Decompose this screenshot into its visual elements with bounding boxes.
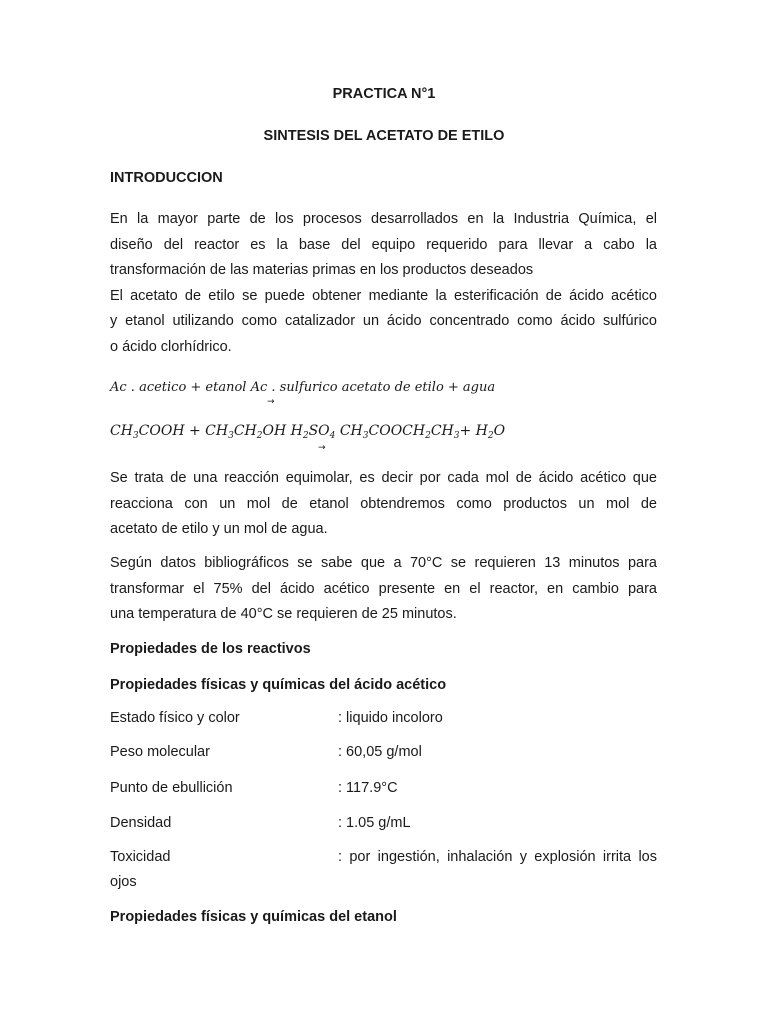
bibliographic-paragraph <box>110 551 657 628</box>
equation-catalyst: Ac . sulfurico <box>250 380 338 395</box>
paragraph-line: Se trata de una reacción equimolar, es decir por cada mol de ácido acético que <box>110 470 657 486</box>
paragraph-line: una temperatura de 40°C se requieren de 25 minutos. <box>110 606 457 622</box>
formula-subscript: 2 <box>425 431 431 441</box>
property-label: Densidad <box>110 815 172 831</box>
formula-subscript: 3 <box>362 431 369 441</box>
formula-part: OH <box>262 423 287 439</box>
reaction-arrow-icon: → <box>267 397 275 407</box>
formula-subscript: 2 <box>256 431 263 441</box>
formula-part: COOCH <box>368 423 426 439</box>
formula-part: CH <box>233 423 257 439</box>
formula-equation <box>110 423 505 441</box>
formula-subscript: 3 <box>132 431 139 441</box>
property-value: : 117.9°C <box>338 780 398 796</box>
property-value: : 60,05 g/mol <box>338 744 422 760</box>
intro-line: diseño del reactor es la base del equipo requerido para llevar a cabo la <box>110 236 657 253</box>
reaction-arrow-icon: → <box>318 443 326 453</box>
intro-line: y etanol utilizando como catalizador un ácido concentrado como ácido sulfúrico <box>110 313 657 329</box>
formula-part: CH <box>430 423 454 439</box>
property-value: : 1.05 g/mL <box>338 815 411 831</box>
intro-line: En la mayor parte de los procesos desarrollados en la Industria Química, el <box>110 211 657 227</box>
reagents-heading: Propiedades de los reactivos <box>110 641 311 657</box>
property-label: Peso molecular <box>110 744 210 760</box>
equation-reactants: Ac . acetico + etanol <box>110 380 247 395</box>
formula-subscript: 4 <box>329 431 336 441</box>
formula-part: O <box>493 423 506 439</box>
intro-heading: INTRODUCCION <box>110 170 223 186</box>
ethanol-heading: Propiedades físicas y químicas del etanol <box>110 909 397 925</box>
document-title: PRACTICA N°1 <box>332 86 436 102</box>
equation-products: acetato de etilo + agua <box>341 380 496 395</box>
formula-part: + H <box>459 423 488 439</box>
paragraph-line: acetato de etilo y un mol de agua. <box>110 521 328 537</box>
word-equation <box>110 380 495 395</box>
property-label: Estado físico y color <box>110 710 240 726</box>
property-value-continuation: ojos <box>110 874 137 890</box>
formula-part: H <box>290 423 303 439</box>
paragraph-line: reacciona con un mol de etanol obtendremos como productos un mol de <box>110 495 657 512</box>
property-value: : por ingestión, inhalación y explosión irrita los <box>338 849 657 865</box>
intro-line: El acetato de etilo se puede obtener mediante la esterificación de ácido acético <box>110 287 657 304</box>
formula-part: CH <box>339 423 363 439</box>
formula-subscript: 2 <box>487 431 494 441</box>
intro-line: transformación de las materias primas en los productos deseados <box>110 262 534 278</box>
formula-subscript: 3 <box>453 431 460 441</box>
formula-part: COOH + CH <box>138 423 229 439</box>
property-label: Toxicidad <box>110 849 171 865</box>
intro-line: o ácido clorhídrico. <box>110 338 232 355</box>
property-label: Punto de ebullición <box>110 780 233 796</box>
formula-part: CH <box>110 423 133 439</box>
property-value: : liquido incoloro <box>338 710 443 726</box>
formula-part: SO <box>308 423 330 439</box>
paragraph-line: transformar el 75% del ácido acético presente en el reactor, en cambio para <box>110 580 657 597</box>
formula-subscript: 3 <box>228 431 234 441</box>
document-subtitle: SINTESIS DEL ACETATO DE ETILO <box>263 128 505 144</box>
intro-paragraph <box>110 207 657 360</box>
acetic-acid-heading: Propiedades físicas y químicas del ácido acético <box>110 677 447 693</box>
formula-subscript: 2 <box>302 431 309 441</box>
paragraph-line: Según datos bibliográficos se sabe que a 70°C se requieren 13 minutos para <box>110 555 657 571</box>
equimolar-paragraph <box>110 466 657 543</box>
